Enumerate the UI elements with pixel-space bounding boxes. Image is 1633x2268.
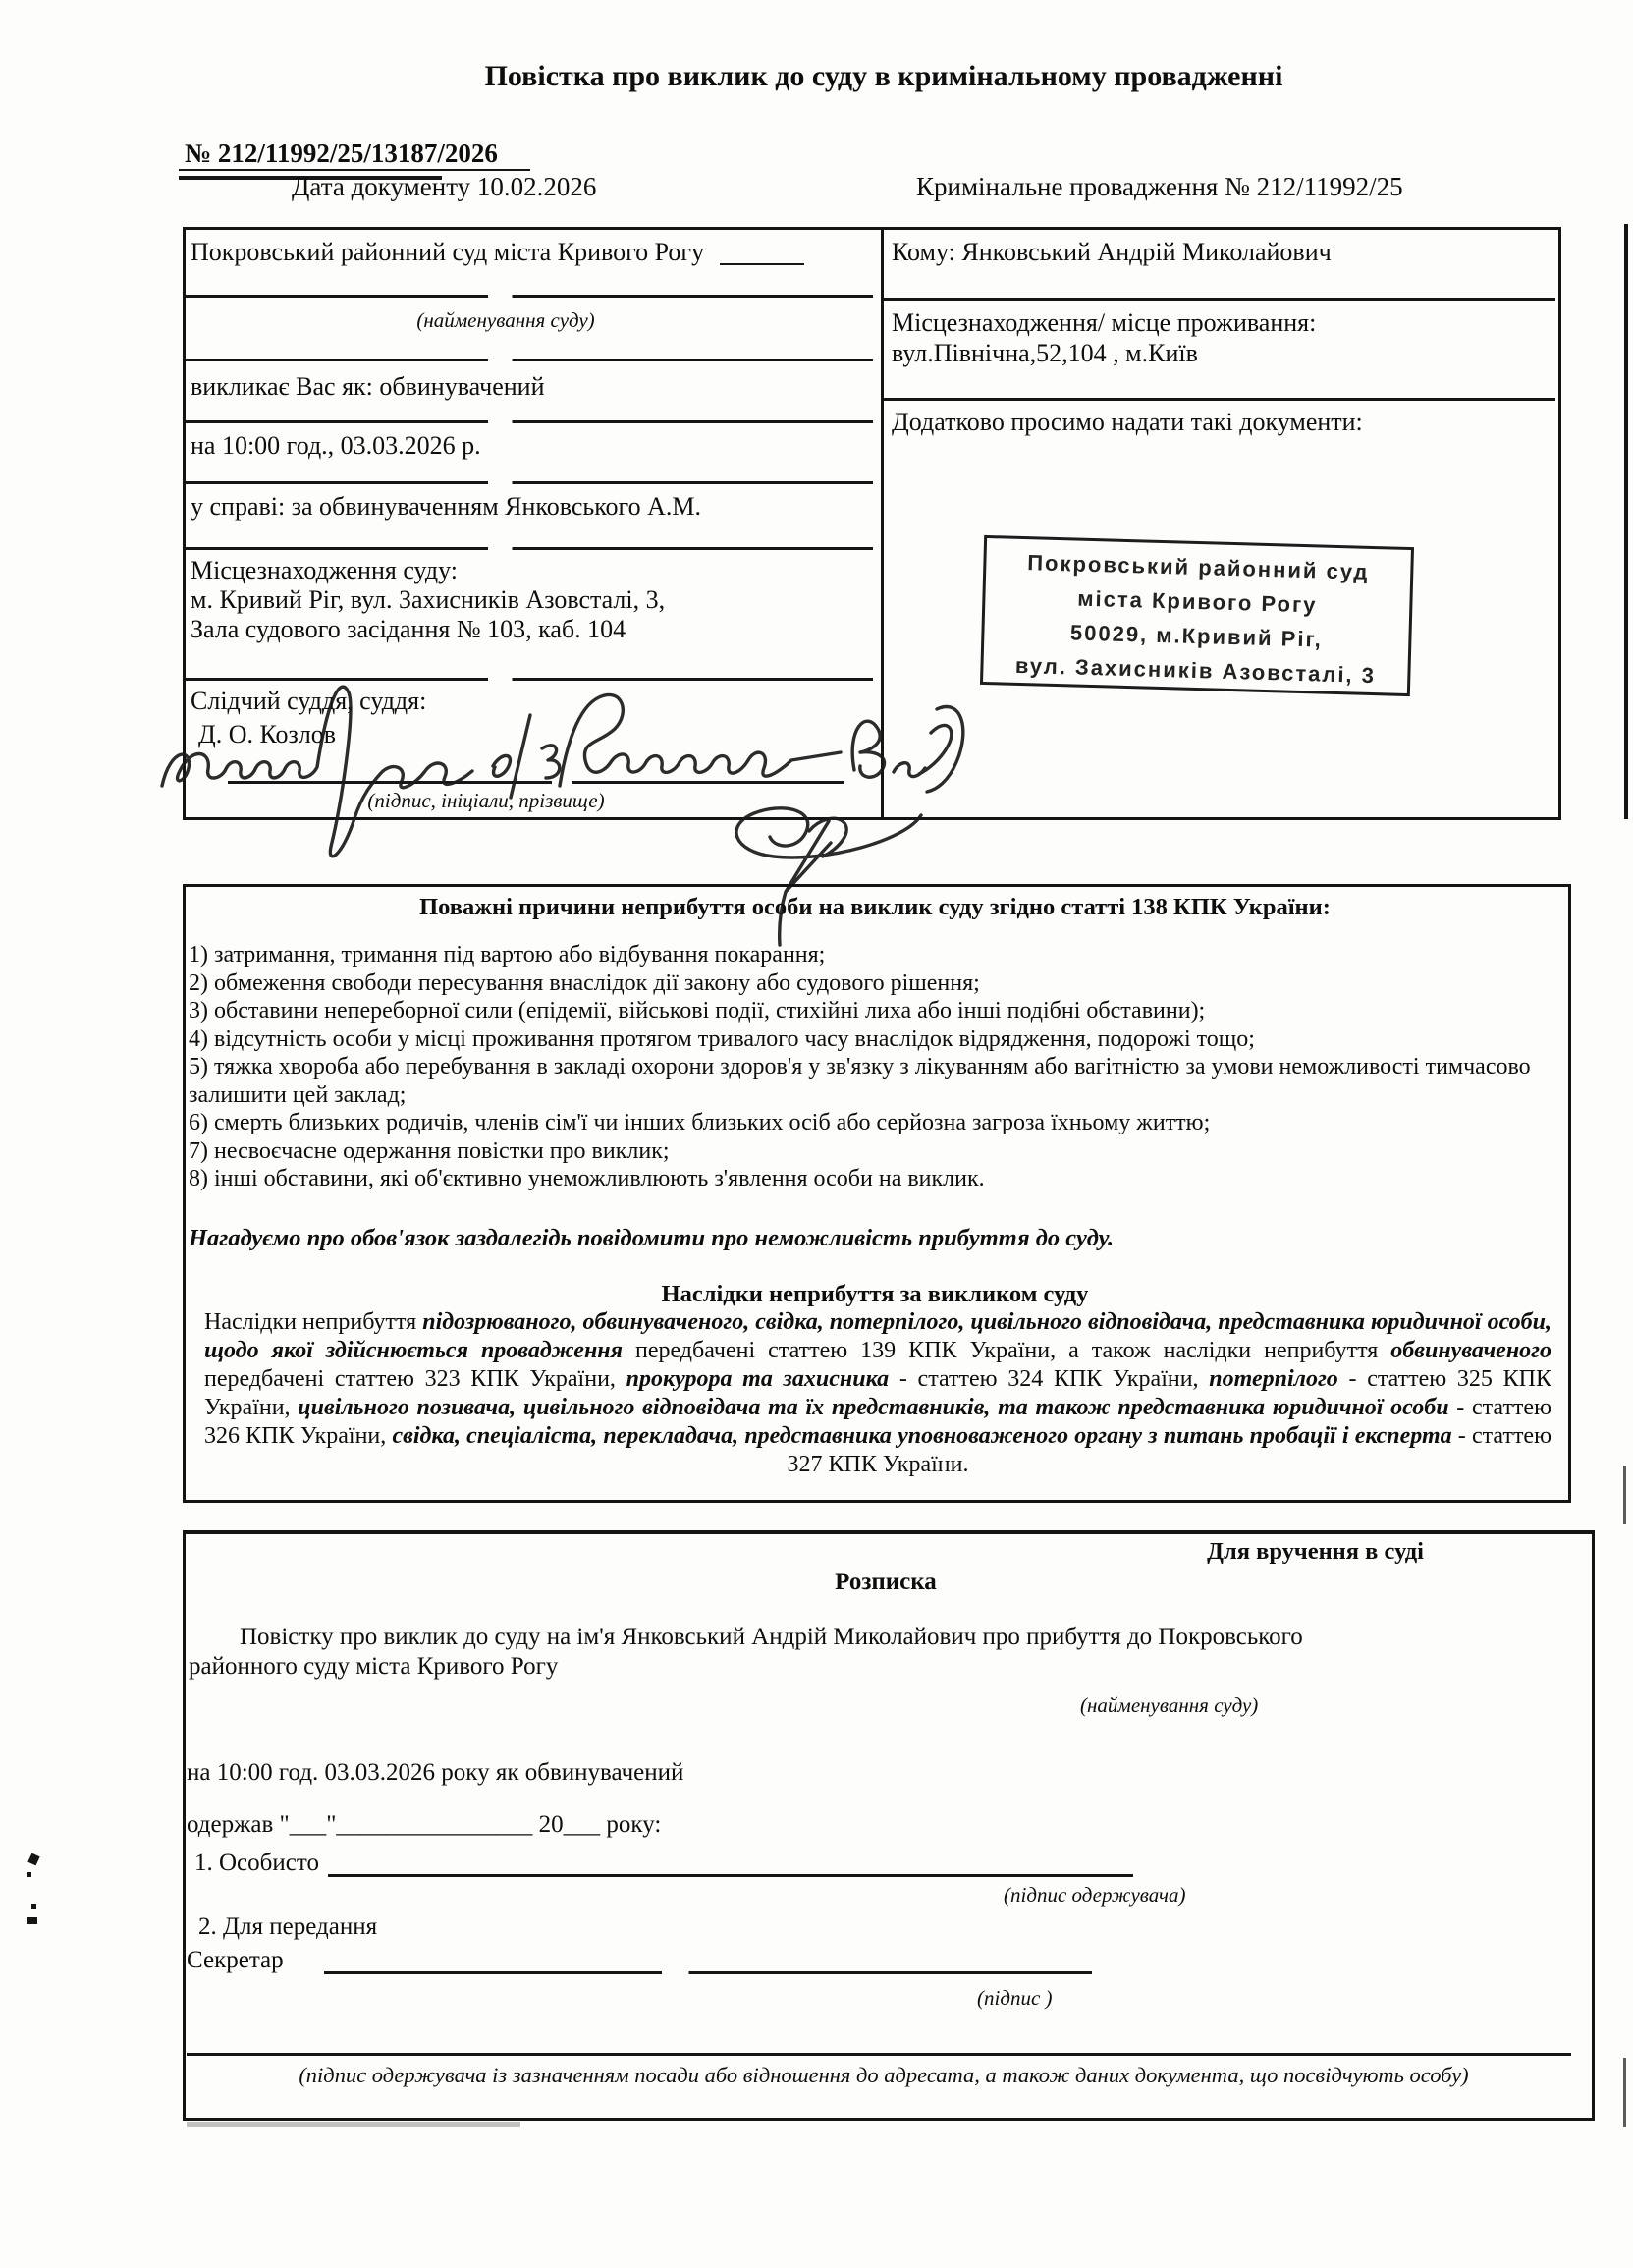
consequences-segment: прокурора та захисника <box>626 1366 890 1392</box>
consequences-segment: потерпілого <box>1209 1366 1338 1392</box>
stamp-line: міста Кривого Рогу <box>1076 585 1318 618</box>
reason-item: 1) затримання, тримання під вартою або відбування покарання; <box>189 942 826 968</box>
reason-item: 3) обставини непереборної сили (епідемії, військові події, стихійні лиха або інші подібні обставини); <box>189 998 1206 1023</box>
court-location-line2: Зала судового засідання № 103, каб. 104 <box>191 615 626 643</box>
document-date: Дата документу 10.02.2026 <box>292 172 597 201</box>
addressee-line: Кому: Янковський Андрій Миколайович <box>892 238 1332 266</box>
personally-signature-line <box>328 1874 1133 1877</box>
reason-item: 5) тяжка хвороба або перебування в закладі охорони здоров'я у зв'язку з лікуванням або вагітністю за умови неможливості тимчасово залишити цей заклад; <box>189 1054 1531 1108</box>
scan-edge-artifact <box>1623 2058 1626 2127</box>
row-divider <box>186 547 873 550</box>
scan-speck <box>27 1872 31 1877</box>
consequences-segment: - статтею 327 КПК України. <box>787 1423 1552 1477</box>
stamp-line: Покровський районний суд <box>1026 550 1370 584</box>
court-location-label: Місцезнаходження суду: <box>191 556 458 584</box>
table-column-divider <box>881 227 884 817</box>
row-divider <box>186 678 873 681</box>
recipient-signature-caption: (підпис одержувача) <box>1004 1883 1186 1907</box>
receipt-footer-caption: (підпис одержувача із зазначенням посади або відношення до адресата, а також даних документа, що посвідчують особу) <box>299 2063 1469 2087</box>
consequences-segment: - статтею 325 КПК України, <box>204 1366 1551 1420</box>
consequences-segment: цивільного позивача, цивільного відповідача та їх представників, та також представника юридичної особи <box>298 1395 1449 1420</box>
hearing-datetime-line: на 10:00 год., 03.03.2026 р. <box>191 431 481 460</box>
page-title: Повістка про виклик до суду в кримінальному провадженні <box>484 60 1283 92</box>
personally-label: 1. Особисто <box>194 1850 319 1876</box>
case-line: у справі: за обвинуваченням Янковського А.М. <box>191 492 701 521</box>
scan-edge-artifact <box>1624 224 1628 819</box>
judge-label: Слідчий суддя, суддя: <box>191 687 427 715</box>
consequences-paragraph <box>204 1308 1551 1479</box>
residence-value: вул.Північна,52,104 , м.Київ <box>892 339 1198 367</box>
proceeding-number: Кримінальне провадження № 212/11992/25 <box>916 172 1403 201</box>
receipt-heading: Розписка <box>835 1569 937 1595</box>
consequences-segment: Наслідки неприбуття <box>204 1309 423 1335</box>
scan-speck <box>27 1853 39 1866</box>
summon-as-line: викликає Вас як: обвинувачений <box>191 372 545 401</box>
row-divider <box>186 420 873 423</box>
stamp-line: 50029, м.Кривий Ріг, <box>1069 620 1324 652</box>
receipt-received-line: одержав "___"________________ 20___ року: <box>187 1811 662 1838</box>
reminder-line: Нагадуємо про обов'язок заздалегідь повідомити про неможливість прибуття до суду. <box>189 1225 1115 1251</box>
secretary-signature-caption: (підпис ) <box>977 1986 1053 2010</box>
stamp-line: вул. Захисників Азовсталі, 3 <box>1014 652 1377 689</box>
consequences-segment: - статтею 324 КПК України, <box>889 1366 1210 1392</box>
reason-item: 7) несвоєчасне одержання повістки про виклик; <box>189 1137 670 1164</box>
consequences-segment: обвинуваченого <box>1390 1338 1551 1363</box>
consequences-segment: передбачені статтею 139 КПК України, а також наслідки неприбуття <box>622 1338 1391 1363</box>
blank-line <box>720 263 804 265</box>
receipt-court-caption: (найменування суду) <box>1080 1693 1259 1717</box>
residence-label: Місцезнаходження/ місце проживання: <box>892 308 1317 337</box>
court-location-line1: м. Кривий Ріг, вул. Захисників Азовсталі, 3, <box>191 585 666 614</box>
reason-item: 4) відсутність особи у місці проживання протягом тривалого часу внаслідок відрядження, подорожі тощо; <box>189 1025 1255 1052</box>
documents-request-line: Додатково просимо надати такі документи: <box>892 408 1363 436</box>
secretary-label: Секретар <box>187 1947 284 1973</box>
receipt-body-line1: Повістку про виклик до суду на ім'я Янковський Андрій Миколайович про прибуття до Покровського <box>240 1624 1303 1650</box>
consequences-segment: - статтею 326 КПК України, <box>204 1395 1551 1449</box>
scan-smudge <box>187 2122 520 2127</box>
signature-line <box>572 781 844 784</box>
reason-item: 2) обмеження свободи пересування внаслідок дії закону або судового рішення; <box>189 969 980 996</box>
court-name: Покровський районний суд міста Кривого Рогу <box>191 238 705 266</box>
secretary-signature-line <box>324 1971 1092 1974</box>
receipt-body-line2: районного суду міста Кривого Рогу <box>189 1653 559 1680</box>
reason-item: 6) смерть близьких родичів, членів сім'ї чи інших близьких осіб або серйозна загроза їхньому життю; <box>189 1110 1211 1135</box>
signature-line <box>228 781 552 784</box>
consequences-heading: Наслідки неприбуття за викликом суду <box>661 1281 1089 1307</box>
judge-signature-caption: (підпис, ініціали, прізвище) <box>367 789 605 812</box>
consequences-segment: підозрюваного, обвинуваченого, свідка, потерпілого, цивільного відповідача, представника юридичної особи, щодо якої здійснюється провадження <box>204 1309 1551 1363</box>
document-number-underline <box>179 169 530 171</box>
transfer-label: 2. Для передання <box>198 1913 378 1940</box>
court-name-caption: (найменування суду) <box>416 308 595 332</box>
document-number: № 212/11992/25/13187/2026 <box>185 138 498 168</box>
row-divider <box>884 398 1555 401</box>
court-stamp <box>980 535 1414 696</box>
consequences-segment: свідка, спеціаліста, перекладача, представника уповноваженого органу з питань пробації і експерта <box>392 1423 1452 1449</box>
reason-item: 8) інші обставини, які об'єктивно унеможливлюють з'явлення особи на виклик. <box>189 1166 985 1191</box>
row-divider <box>186 481 873 484</box>
receipt-footer-line <box>187 2053 1571 2056</box>
row-divider <box>186 295 873 298</box>
receipt-corner-note: Для вручення в суді <box>1207 1538 1424 1565</box>
reasons-list <box>189 941 1555 1193</box>
row-divider <box>884 298 1555 301</box>
scan-speck <box>27 1917 37 1924</box>
receipt-datetime-line: на 10:00 год. 03.03.2026 року як обвинувачений <box>187 1759 684 1786</box>
reasons-heading: Поважні причини неприбуття особи на виклик суду згідно статті 138 КПК України: <box>419 894 1331 920</box>
row-divider <box>186 359 873 361</box>
judge-name: Д. О. Козлов <box>198 720 337 748</box>
scan-edge-artifact <box>1623 1466 1626 1524</box>
consequences-segment: передбачені статтею 323 КПК України, <box>204 1366 626 1392</box>
scan-speck <box>31 1904 36 1909</box>
